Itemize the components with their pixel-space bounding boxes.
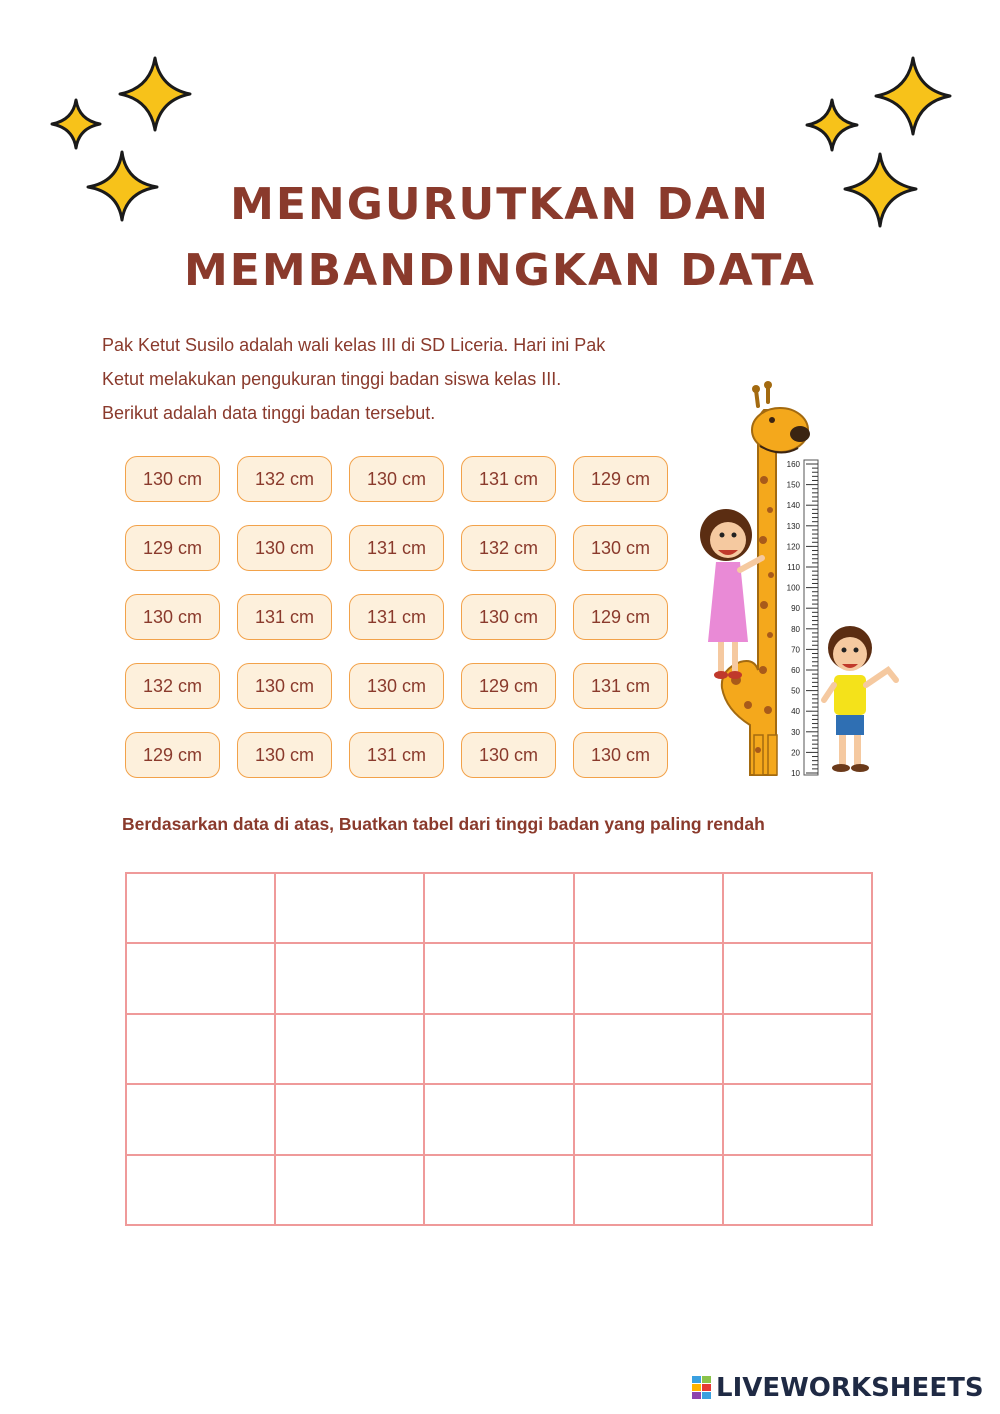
answer-cell[interactable] xyxy=(424,1014,573,1084)
giraffe-height-chart-illustration xyxy=(688,380,908,785)
height-chip: 130 cm xyxy=(237,663,332,709)
height-chip: 130 cm xyxy=(237,732,332,778)
ruler-label: 40 xyxy=(791,707,800,717)
ruler-label: 100 xyxy=(786,583,800,593)
answer-cell[interactable] xyxy=(574,1084,723,1154)
answer-cell[interactable] xyxy=(126,1084,275,1154)
height-chip: 130 cm xyxy=(349,663,444,709)
intro-paragraph xyxy=(102,328,722,430)
answer-cell[interactable] xyxy=(424,943,573,1013)
height-chip: 130 cm xyxy=(461,732,556,778)
answer-cell[interactable] xyxy=(126,943,275,1013)
intro-line-1: Pak Ketut Susilo adalah wali kelas III di SD Liceria. Hari ini Pak xyxy=(102,335,606,355)
ruler-label: 20 xyxy=(791,748,800,758)
liveworksheets-logo xyxy=(692,1373,984,1403)
height-chip: 131 cm xyxy=(349,732,444,778)
ruler-label: 140 xyxy=(786,501,800,511)
height-chip: 132 cm xyxy=(461,525,556,571)
answer-cell[interactable] xyxy=(574,1014,723,1084)
height-chip: 129 cm xyxy=(125,732,220,778)
answer-cell[interactable] xyxy=(424,873,573,943)
height-chip: 132 cm xyxy=(237,456,332,502)
ruler-label: 70 xyxy=(791,645,800,655)
table-row xyxy=(126,943,872,1013)
answer-cell[interactable] xyxy=(723,873,872,943)
title-line-2: MEMBANDINGKAN DATA xyxy=(184,245,816,296)
intro-line-2: Ketut melakukan pengukuran tinggi badan siswa kelas III. xyxy=(102,369,562,389)
ruler-label: 160 xyxy=(786,460,800,469)
answer-cell[interactable] xyxy=(275,1014,424,1084)
ruler-label: 50 xyxy=(791,686,800,696)
ruler-label: 80 xyxy=(791,624,800,634)
ruler-label: 120 xyxy=(786,542,800,552)
logo-text: LIVEWORKSHEETS xyxy=(716,1373,984,1403)
answer-table xyxy=(125,872,873,1226)
height-chip: 129 cm xyxy=(573,594,668,640)
height-chip: 130 cm xyxy=(349,456,444,502)
height-chip: 129 cm xyxy=(573,456,668,502)
answer-cell[interactable] xyxy=(574,1155,723,1225)
height-chip: 131 cm xyxy=(349,525,444,571)
ruler-label: 90 xyxy=(791,604,800,614)
height-chip: 130 cm xyxy=(573,732,668,778)
height-chip: 131 cm xyxy=(237,594,332,640)
height-chip: 131 cm xyxy=(349,594,444,640)
height-chip: 132 cm xyxy=(125,663,220,709)
ruler-label: 60 xyxy=(791,666,800,675)
answer-cell[interactable] xyxy=(574,873,723,943)
answer-cell[interactable] xyxy=(275,1084,424,1154)
answer-cell[interactable] xyxy=(126,873,275,943)
answer-cell[interactable] xyxy=(574,943,723,1013)
ruler-label: 150 xyxy=(786,480,800,490)
height-chip: 129 cm xyxy=(125,525,220,571)
answer-cell[interactable] xyxy=(723,1084,872,1154)
answer-cell[interactable] xyxy=(723,1014,872,1084)
title-line-1: MENGURUTKAN DAN xyxy=(230,179,770,230)
height-chip: 130 cm xyxy=(125,456,220,502)
table-row xyxy=(126,873,872,943)
height-chip: 130 cm xyxy=(461,594,556,640)
boy-illustration xyxy=(824,626,896,772)
answer-cell[interactable] xyxy=(424,1084,573,1154)
instruction-text: Berdasarkan data di atas, Buatkan tabel dari tinggi badan yang paling rendah xyxy=(122,814,765,834)
height-chip: 129 cm xyxy=(461,663,556,709)
height-chip: 130 cm xyxy=(237,525,332,571)
height-chip: 130 cm xyxy=(125,594,220,640)
intro-line-3: Berikut adalah data tinggi badan tersebut. xyxy=(102,403,436,423)
page-title xyxy=(0,172,1000,304)
ruler-icon xyxy=(787,460,818,778)
height-chip: 131 cm xyxy=(461,456,556,502)
height-chip: 130 cm xyxy=(573,525,668,571)
answer-cell[interactable] xyxy=(275,873,424,943)
girl-illustration xyxy=(700,509,762,679)
answer-cell[interactable] xyxy=(424,1155,573,1225)
height-chip: 131 cm xyxy=(573,663,668,709)
liveworksheets-logo-icon xyxy=(692,1376,712,1400)
height-data-grid xyxy=(125,456,670,778)
table-row xyxy=(126,1155,872,1225)
ruler-label: 10 xyxy=(791,769,800,778)
ruler-label: 130 xyxy=(786,521,800,531)
answer-cell[interactable] xyxy=(723,943,872,1013)
answer-cell[interactable] xyxy=(126,1155,275,1225)
answer-cell[interactable] xyxy=(275,1155,424,1225)
answer-cell[interactable] xyxy=(723,1155,872,1225)
table-row xyxy=(126,1084,872,1154)
answer-cell[interactable] xyxy=(126,1014,275,1084)
ruler-label: 30 xyxy=(791,727,800,737)
answer-cell[interactable] xyxy=(275,943,424,1013)
ruler-label: 110 xyxy=(787,563,800,572)
table-row xyxy=(126,1014,872,1084)
